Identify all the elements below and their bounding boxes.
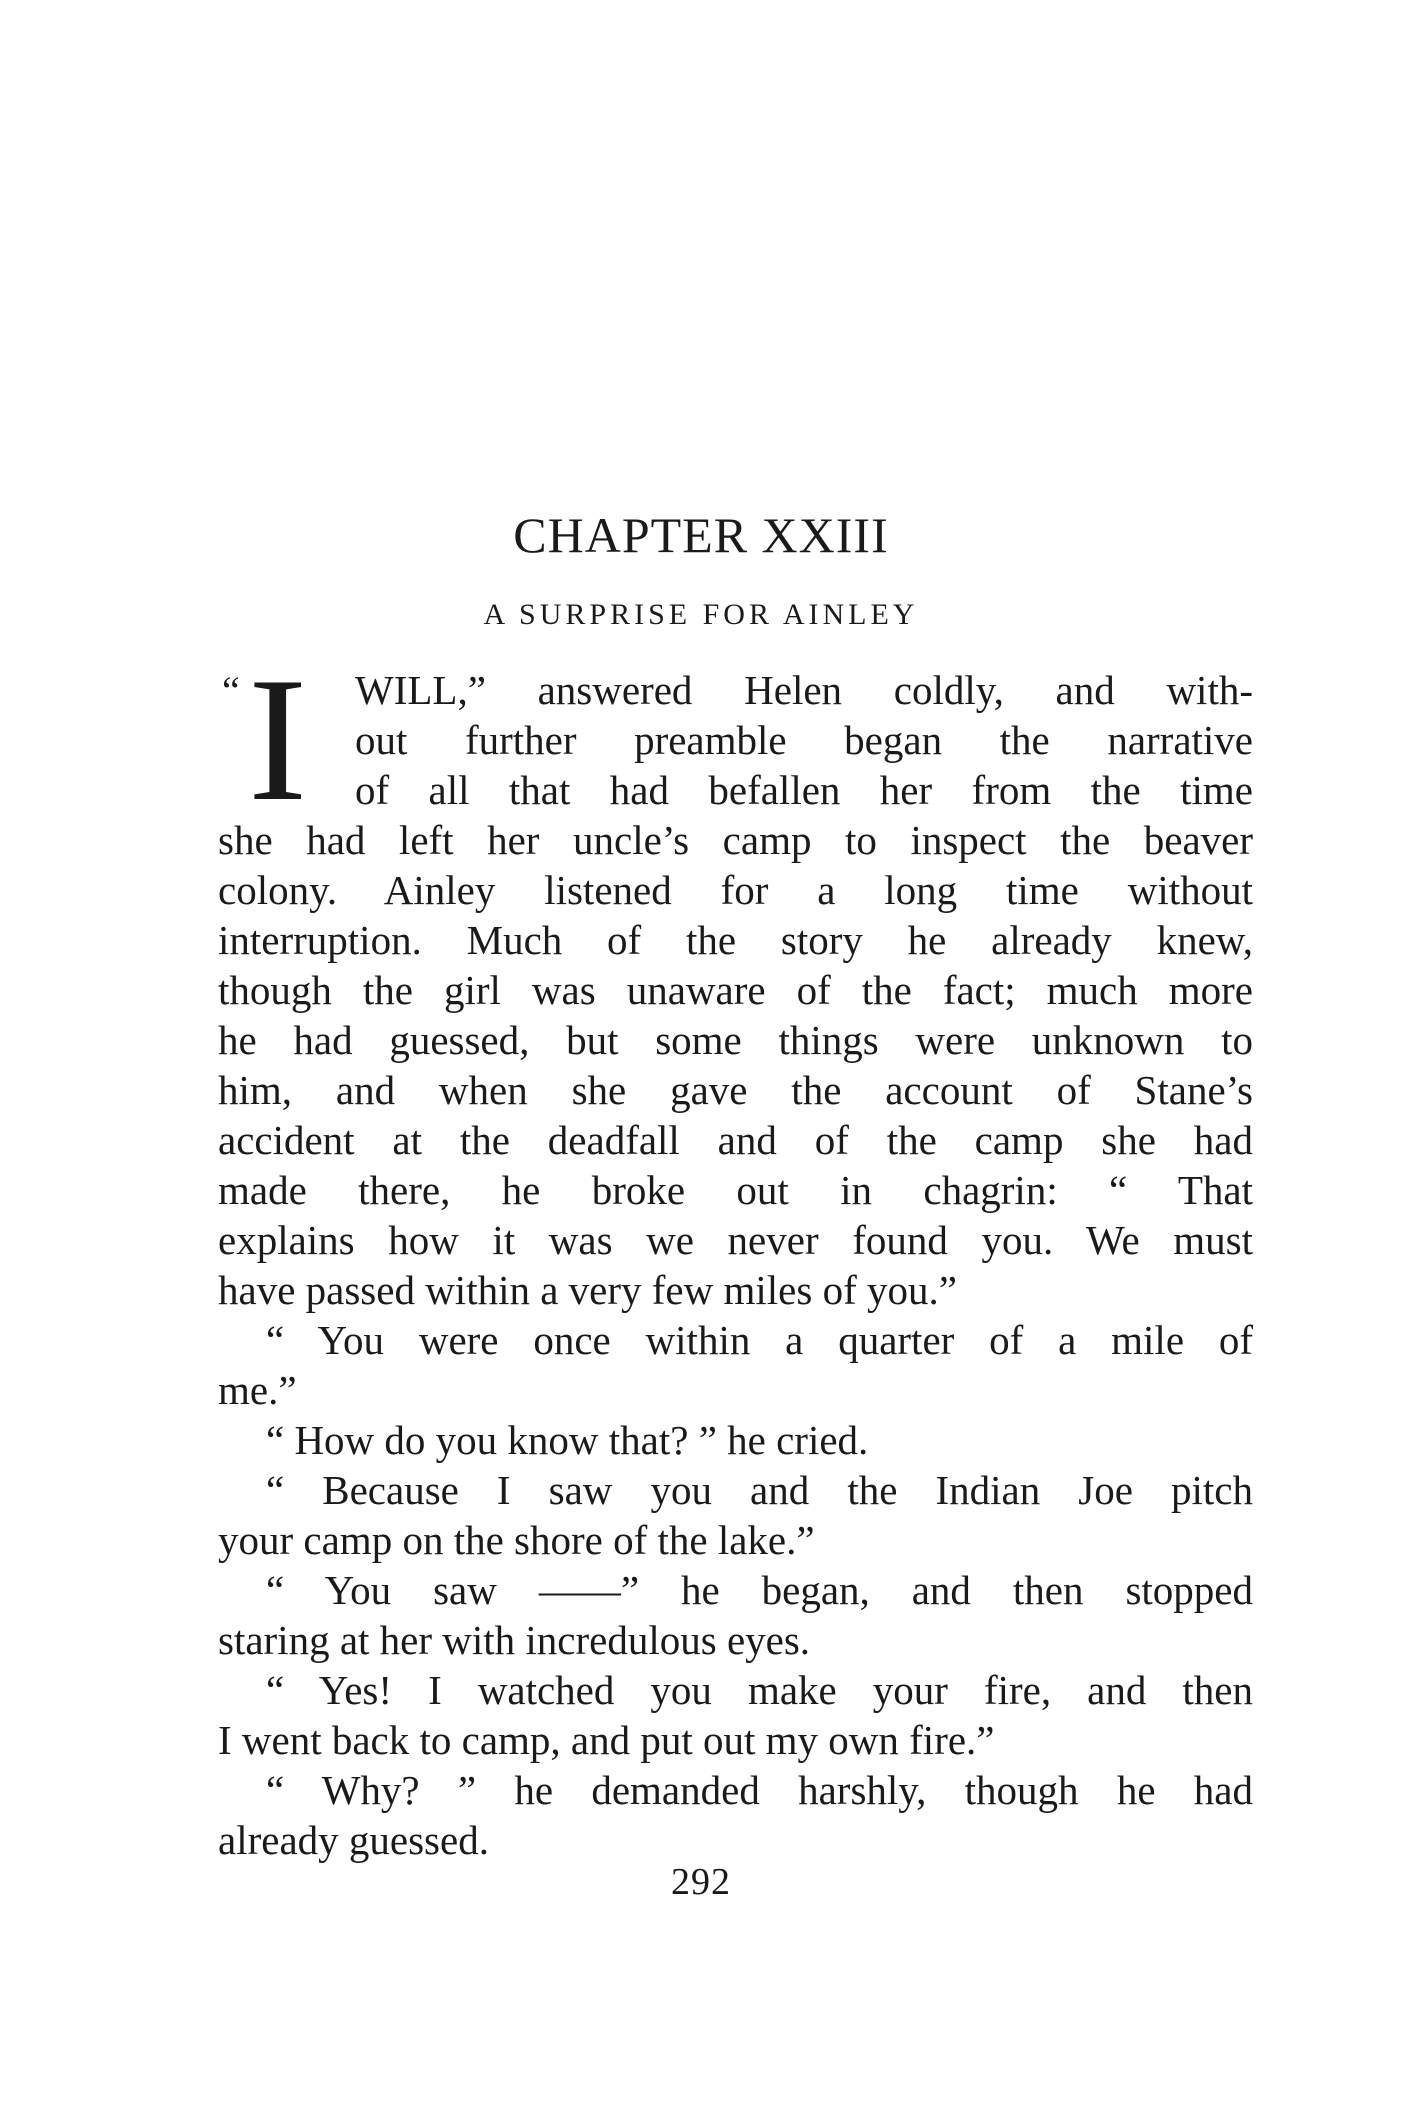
text-line: “ Yes! I watched you make your fire, and then [266,1667,1253,1713]
text-line: have passed within a very few miles of you.” [218,1267,957,1313]
text-line: him, and when she gave the account of Stane’s [218,1067,1253,1113]
drop-cap-quote: “ [222,668,240,713]
text-line: staring at her with incredulous eyes. [218,1617,811,1663]
page-number: 292 [671,1861,731,1903]
text-line: she had left her uncle’s camp to inspect the beaver [218,817,1253,863]
text-line: me.” [218,1367,297,1413]
text-line: already guessed. [218,1817,489,1863]
text-line: out further preamble began the narrative [355,717,1253,763]
text-line: interruption. Much of the story he already knew, [218,917,1253,963]
text-line: of all that had befallen her from the time [355,767,1253,813]
text-line: made there, he broke out in chagrin: “ That [218,1167,1253,1213]
text-line: explains how it was we never found you. We must [218,1217,1253,1263]
text-line: “ Why? ” he demanded harshly, though he had [266,1767,1253,1813]
text-line: accident at the deadfall and of the camp she had [218,1117,1253,1163]
text-line: “ You saw ——” he began, and then stopped [266,1567,1253,1613]
text-line: though the girl was unaware of the fact; much more [218,967,1253,1013]
text-line: colony. Ainley listened for a long time without [218,867,1253,913]
text-line: WILL,” answered Helen coldly, and with- [355,667,1253,713]
text-line: “ Because I saw you and the Indian Joe pitch [266,1467,1253,1513]
text-line: your camp on the shore of the lake.” [218,1517,815,1563]
drop-cap-group [218,640,348,838]
chapter-title: CHAPTER XXIII [513,507,889,563]
chapter-subtitle: A SURPRISE FOR AINLEY [483,598,919,631]
text-line: “ How do you know that? ” he cried. [266,1417,869,1463]
drop-cap-letter: I [248,640,308,838]
text-line: I went back to camp, and put out my own fire.” [218,1717,995,1763]
text-line: “ You were once within a quarter of a mile of [266,1317,1253,1363]
text-line: he had guessed, but some things were unknown to [218,1017,1253,1063]
body-text [218,640,1253,1865]
